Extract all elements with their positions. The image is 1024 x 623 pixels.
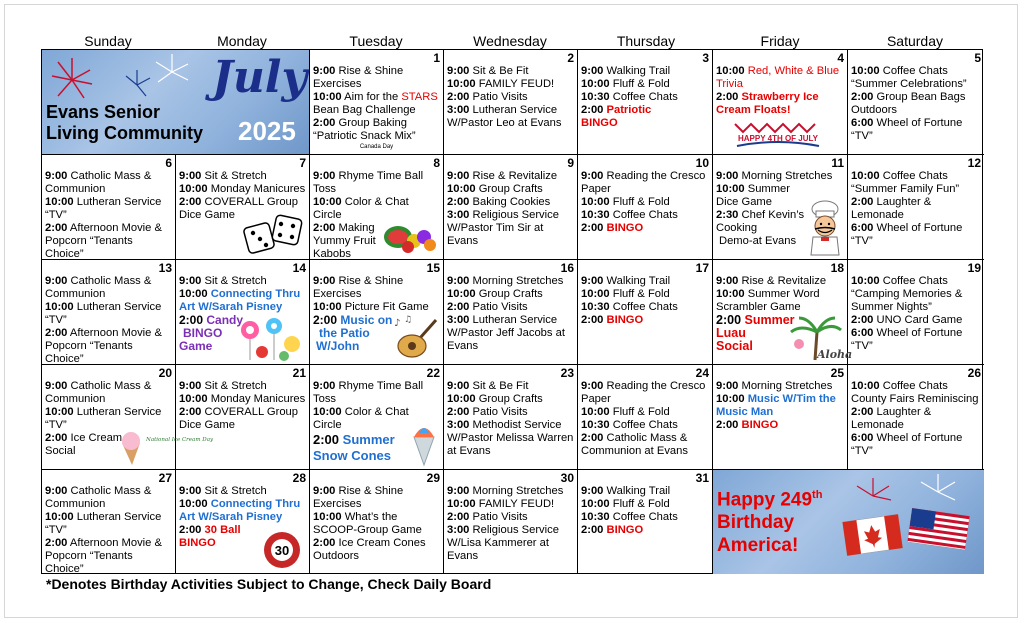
day-cell-24: 24 9:00 Reading the Cresco Paper 10:00 Fluff & Fold 10:30 Coffee Chats 2:00 Catholic Mass & Communion at Evans	[578, 365, 713, 470]
day-number: 15	[426, 261, 440, 275]
day-number: 9	[567, 156, 574, 170]
day-cell-8: 8 9:00 Rhyme Time Ball Toss 10:00 Color & Chat Circle 2:00 Making Yummy Fruit Kabobs	[310, 155, 444, 260]
fruit-basket-icon	[382, 219, 438, 255]
day-number: 10	[695, 156, 709, 170]
day-cell-4: 4 10:00 Red, White & Blue Trivia 2:00 Strawberry Ice Cream Floats! HAPPY 4TH OF JULY	[713, 50, 848, 155]
day-number: 7	[299, 156, 306, 170]
dice-icon	[242, 213, 306, 257]
day-cell-19: 19 10:00 Coffee Chats “Camping Memories & Summer Nights” 2:00 UNO Card Game 6:00 Wheel of Fortune “TV”	[848, 260, 984, 365]
day-cell-3: 3 9:00 Walking Trail 10:00 Fluff & Fold 10:30 Coffee Chats 2:00 Patriotic BINGO	[578, 50, 713, 155]
day-number: 22	[426, 366, 440, 380]
day-cell-20: 20 9:00 Catholic Mass & Communion 10:00 Lutheran Service “TV” 2:00 Ice Cream Social National Ice Cream Day	[42, 365, 176, 470]
day-cell-16: 16 9:00 Morning Stretches 10:00 Group Crafts 2:00 Patio Visits 3:00 Lutheran Service W/Pastor Jeff Jacobs at Evans	[444, 260, 578, 365]
day-number: 19	[967, 261, 981, 275]
day-number: 12	[967, 156, 981, 170]
svg-text:Aloha: Aloha	[817, 348, 853, 361]
day-number: 17	[695, 261, 709, 275]
happy-4th-banner-icon	[733, 118, 823, 150]
day-number: 6	[165, 156, 172, 170]
svg-text:HAPPY 4TH OF JULY: HAPPY 4TH OF JULY	[737, 134, 819, 143]
day-cell-22: 22 9:00 Rhyme Time Ball Toss 10:00 Color & Chat Circle 2:00 Summer Snow Cones	[310, 365, 444, 470]
day-number: 28	[292, 471, 306, 485]
day-cell-28: 28 9:00 Sit & Stretch 10:00 Connecting Thru Art W/Sarah Pisney 2:00 30 Ball BINGO 30	[176, 470, 310, 574]
day-number: 14	[292, 261, 306, 275]
candy-icon	[236, 316, 306, 362]
day-cell-21: 21 9:00 Sit & Stretch 10:00 Monday Manicures 2:00 COVERALL Group Dice Game	[176, 365, 310, 470]
month-title: July	[212, 52, 308, 103]
day-number: 1	[433, 51, 440, 65]
day-cell-12: 12 10:00 Coffee Chats “Summer Family Fun” 2:00 Laughter & Lemonade 6:00 Wheel of Fortune “TV”	[848, 155, 984, 260]
day-cell-7: 7 9:00 Sit & Stretch 10:00 Monday Manicures 2:00 COVERALL Group Dice Game	[176, 155, 310, 260]
day-number: 24	[695, 366, 709, 380]
day-cell-31: 31 9:00 Walking Trail 10:00 Fluff & Fold 10:30 Coffee Chats 2:00 BINGO	[578, 470, 713, 574]
day-cell-17: 17 9:00 Walking Trail 10:00 Fluff & Fold 10:30 Coffee Chats 2:00 BINGO	[578, 260, 713, 365]
weekday-wednesday: Wednesday	[473, 33, 547, 49]
flags-icon	[843, 508, 973, 568]
day-number: 8	[433, 156, 440, 170]
aloha-icon	[787, 314, 853, 362]
day-cell-27: 27 9:00 Catholic Mass & Communion 10:00 Lutheran Service “TV” 2:00 Afternoon Movie & Popcorn “Tenants Choice”	[42, 470, 176, 574]
day-number: 18	[830, 261, 844, 275]
day-number: 3	[702, 51, 709, 65]
weekday-thursday: Thursday	[616, 33, 676, 49]
svg-text:♪: ♪	[394, 318, 401, 329]
guitar-icon	[390, 316, 440, 360]
day-number: 29	[426, 471, 440, 485]
day-number: 13	[158, 261, 172, 275]
day-number: 11	[831, 156, 844, 170]
bingo-ball-icon	[262, 530, 302, 570]
day-cell-23: 23 9:00 Sit & Be Fit 10:00 Group Crafts 2:00 Patio Visits 3:00 Methodist Service W/Pastor Melissa Warren at Evans	[444, 365, 578, 470]
day-cell-29: 29 9:00 Rise & Shine Exercises 10:00 What’s the SCOOP-Group Game 2:00 Ice Cream Cones Outdoors	[310, 470, 444, 574]
day-cell-14: 14 9:00 Sit & Stretch 10:00 Connecting Thru Art W/Sarah Pisney 2:00 Candy BINGO Game	[176, 260, 310, 365]
chef-icon	[805, 199, 845, 257]
day-cell-5: 5 10:00 Coffee Chats “Summer Celebrations” 2:00 Group Bean Bags Outdoors 6:00 Wheel of Fortune “TV”	[848, 50, 984, 155]
month-banner	[42, 50, 310, 155]
calendar-grid	[41, 49, 983, 574]
day-cell-25: 25 9:00 Morning Stretches 10:00 Music W/Tim the Music Man 2:00 BINGO	[713, 365, 848, 470]
day-cell-9: 9 9:00 Rise & Revitalize 10:00 Group Crafts 2:00 Baking Cookies 3:00 Religious Service W/Pastor Tim Sir at Evans	[444, 155, 578, 260]
svg-text:♫: ♫	[404, 315, 413, 325]
day-cell-11: 11 9:00 Morning Stretches 10:00 Summer Dice Game 2:30 Chef Kevin’s Cooking Demo-at Evans	[713, 155, 848, 260]
day-number: 23	[560, 366, 574, 380]
day-number: 16	[560, 261, 574, 275]
footer-note: *Denotes Birthday Activities Subject to Change, Check Daily Board	[46, 576, 492, 592]
weekday-monday: Monday	[217, 33, 267, 49]
day-cell-18: 18 9:00 Rise & Revitalize 10:00 Summer Word Scrambler Game 2:00 Summer Luau Social Aloha	[713, 260, 848, 365]
day-number: 26	[967, 366, 981, 380]
day-cell-13: 13 9:00 Catholic Mass & Communion 10:00 Lutheran Service “TV” 2:00 Afternoon Movie & Popcorn “Tenants Choice”	[42, 260, 176, 365]
community-name: Evans Senior Living Community	[46, 102, 203, 143]
weekday-saturday: Saturday	[886, 33, 944, 49]
day-number: 31	[695, 471, 709, 485]
weekday-sunday: Sunday	[84, 33, 132, 49]
day-number: 20	[158, 366, 172, 380]
day-cell-26: 26 10:00 Coffee Chats County Fairs Reminiscing 2:00 Laughter & Lemonade 6:00 Wheel of Fortune “TV”	[848, 365, 984, 470]
day-number: 27	[158, 471, 172, 485]
svg-text:National Ice Cream Day: National Ice Cream Day	[146, 437, 214, 443]
ice-cream-day-icon	[114, 427, 214, 467]
day-number: 25	[830, 366, 844, 380]
day-number: 2	[567, 51, 574, 65]
weekday-friday: Friday	[760, 33, 800, 49]
canada-day-note: Canada Day	[359, 144, 394, 150]
birthday-message: Happy 249th Birthday America!	[717, 489, 823, 557]
day-cell-30: 30 9:00 Morning Stretches 10:00 FAMILY FEUD! 2:00 Patio Visits 3:00 Religious Service W/Lisa Kammerer at Evans	[444, 470, 578, 574]
svg-text:30: 30	[274, 543, 290, 558]
day-cell-15: 15 9:00 Rise & Shine Exercises 10:00 Picture Fit Game 2:00 Music on the Patio W/John ♪ ♫	[310, 260, 444, 365]
day-cell-10: 10 9:00 Reading the Cresco Paper 10:00 Fluff & Fold 10:30 Coffee Chats 2:00 BINGO	[578, 155, 713, 260]
day-number: 21	[292, 366, 306, 380]
weekday-tuesday: Tuesday	[349, 33, 403, 49]
day-cell-2: 2 9:00 Sit & Be Fit 10:00 FAMILY FEUD! 2:00 Patio Visits 3:00 Lutheran Service W/Pastor Leo at Evans	[444, 50, 578, 155]
day-cell-1: 1 9:00 Rise & Shine Exercises 10:00 Aim for the STARS Bean Bag Challenge 2:00 Group Baking “Patriotic Snack Mix” Canada Day	[310, 50, 444, 155]
day-cell-6: 6 9:00 Catholic Mass & Communion 10:00 Lutheran Service “TV” 2:00 Afternoon Movie & Popcorn “Tenants Choice”	[42, 155, 176, 260]
day-number: 30	[560, 471, 574, 485]
day-number: 4	[837, 51, 844, 65]
day-number: 5	[974, 51, 981, 65]
snow-cone-icon	[410, 421, 438, 467]
year-label: 2025	[238, 116, 296, 146]
birthday-banner	[713, 470, 984, 574]
